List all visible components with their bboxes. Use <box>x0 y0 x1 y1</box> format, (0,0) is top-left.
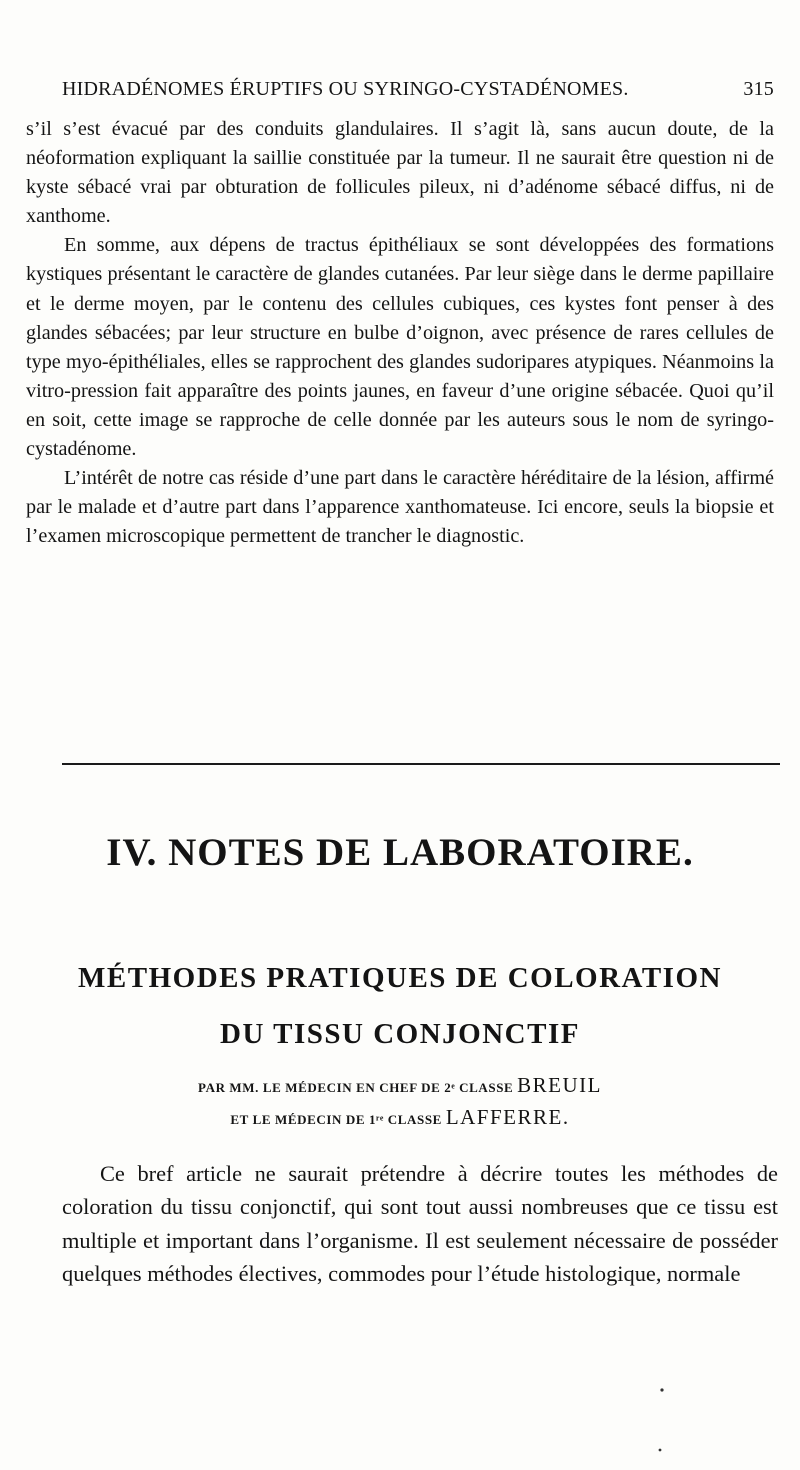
paragraph-summary: En somme, aux dépens de tractus épithéliaux se sont développées des formations kystiques présentant le caractère de glandes cutanées. Par leur siège dans le derme papillaire et le derme moyen, par le contenu des cellules cubiques, ces kystes font penser à des glandes sébacées; par leur structure en bulbe d’oignon, avec présence de rares cellules de type myo-épithéliales, elles se rapprochent des glandes sudoripares atypiques. Néanmoins la vitro-pression fait apparaître des points jaunes, en faveur d’une origine sébacée. Quoi qu’il en soit, cette image se rapproche de celle donnée par les auteurs sous le nom de syringo-cystadénome. <box>26 234 774 461</box>
byline-1-prefix: PAR MM. LE MÉDECIN EN CHEF DE 2ᵉ CLASSE <box>198 1080 514 1095</box>
author-name-lafferre: LAFFERRE. <box>445 1105 570 1129</box>
byline-2-prefix: ET LE MÉDECIN DE 1ʳᵉ CLASSE <box>230 1112 442 1127</box>
paragraph-continuation: s’il s’est évacué par des conduits glandulaires. Il s’agit là, sans aucun doute, de la néoformation expliquant la saillie constituée par la tumeur. Il ne saurait être question ni de kyste sébacé vrai par obturation de follicules pileux, ni d’adénome sébacé diffus, ni de xanthome. <box>26 118 774 228</box>
paragraph-interest: L’intérêt de notre cas réside d’une part dans le caractère héréditaire de la lésion, affirmé par le malade et d’autre part dans l’apparence xanthomateuse. Ici encore, seuls la biopsie et l’examen microscopique permettent de trancher le diagnostic. <box>26 467 774 548</box>
running-head-title: HIDRADÉNOMES ÉRUPTIFS OU SYRINGO-CYSTADÉNOMES. <box>62 78 629 100</box>
page-number: 315 <box>743 78 774 100</box>
section-heading: IV. NOTES DE LABORATOIRE. <box>106 831 694 874</box>
article-title-line-2: DU TISSU CONJONCTIF <box>220 1018 580 1050</box>
article-title-line-1: MÉTHODES PRATIQUES DE COLORATION <box>78 962 722 994</box>
speck-2 <box>659 1449 662 1452</box>
article-intro-paragraph: Ce bref article ne saurait prétendre à décrire toutes les méthodes de coloration du tissu conjonctif, qui sont tout aussi nombreuses que ce tissu est multiple et important dans l’organisme. Il est seulement nécessaire de posséder quelques méthodes électives, commodes pour l’étude histologique, normale <box>62 1161 778 1287</box>
author-name-breuil: BREUIL <box>517 1073 602 1097</box>
speck-1 <box>660 1388 663 1391</box>
